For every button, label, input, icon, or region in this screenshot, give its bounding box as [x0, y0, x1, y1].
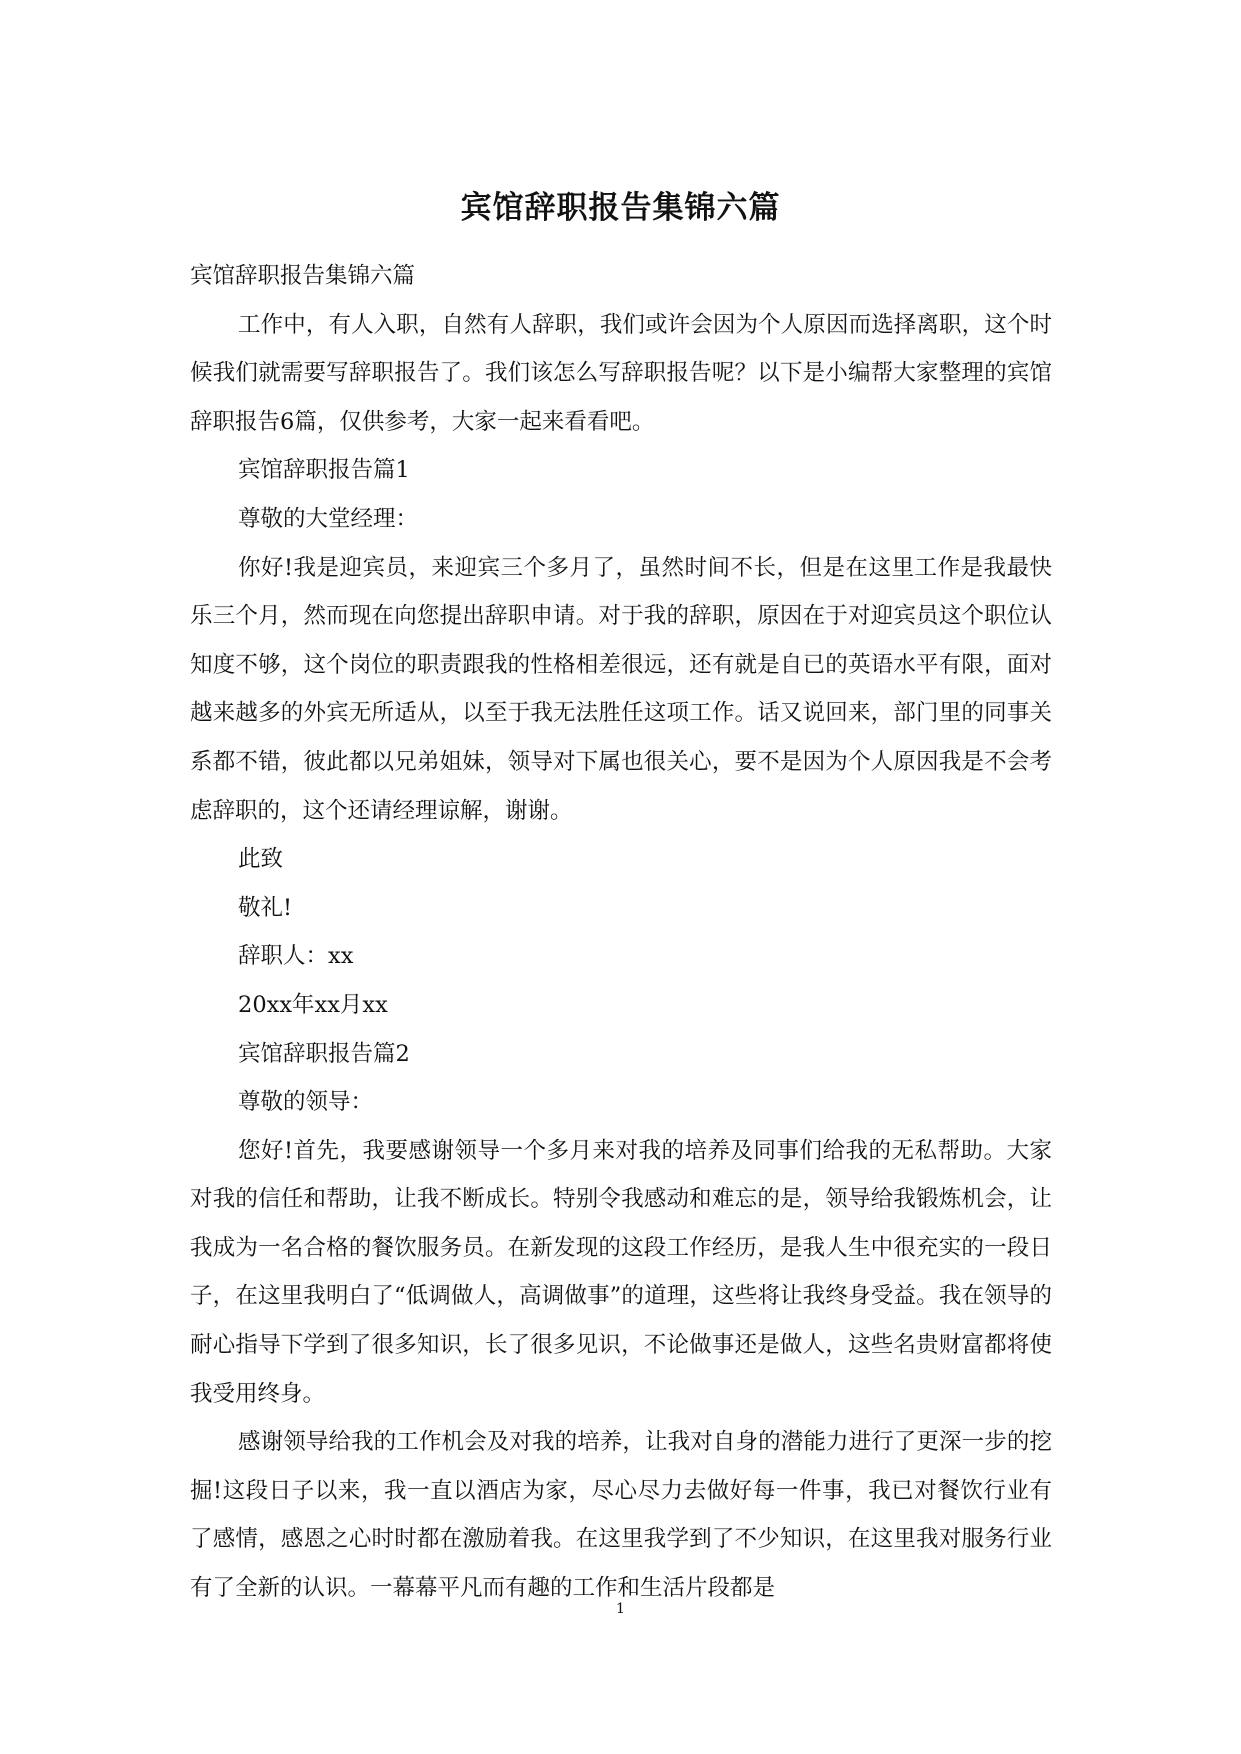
section-heading: 宾馆辞职报告篇1 — [238, 457, 410, 484]
page-number: 1 — [616, 1601, 625, 1617]
document-title: 宾馆辞职报告集锦六篇 — [460, 190, 781, 226]
salutation: 尊敬的领导： — [238, 1089, 374, 1116]
section-heading: 宾馆辞职报告篇2 — [238, 1040, 410, 1067]
document-body — [190, 252, 1052, 1613]
paragraph: 宾馆辞职报告集锦六篇 — [190, 263, 416, 289]
closing: 敬礼! — [238, 894, 293, 921]
salutation: 尊敬的大堂经理： — [238, 505, 419, 532]
signature: 辞职人：xx — [238, 943, 354, 970]
paragraph: 工作中，有人入职，自然有人辞职，我们或许会因为个人原因而选择离职，这个时候我们就需要写辞职报告了。我们该怎么写辞职报告呢？以下是小编帮大家整理的宾馆辞职报告6篇，仅供参考，大家一起来看看吧。 — [190, 311, 1052, 435]
closing: 此致 — [238, 846, 284, 873]
paragraph: 您好!首先，我要感谢领导一个多月来对我的培养及同事们给我的无私帮助。大家对我的信任和帮助，让我不断成长。特别令我感动和难忘的是，领导给我锻炼机会，让我成为一名合格的餐饮服务员。在新发现的这段工作经历，是我人生中很充实的一段日子，在这里我明白了“低调做人，高调做事”的道理，这些将让我终身受益。我在领导的耐心指导下学到了很多知识，长了很多见识，不论做事还是做人，这些名贵财富都将使我受用终身。 — [190, 1137, 1052, 1407]
date: 20xx年xx月xx — [238, 991, 388, 1018]
paragraph: 你好!我是迎宾员，来迎宾三个多月了，虽然时间不长，但是在这里工作是我最快乐三个月，然而现在向您提出辞职申请。对于我的辞职，原因在于对迎宾员这个职位认知度不够，这个岗位的职责跟我的性格相差很远，还有就是自已的英语水平有限，面对越来越多的外宾无所适从，以至于我无法胜任这项工作。话又说回来，部门里的同事关系都不错，彼此都以兄弟姐妹，领导对下属也很关心，要不是因为个人原因我是不会考虑辞职的，这个还请经理谅解，谢谢。 — [190, 554, 1052, 824]
paragraph: 感谢领导给我的工作机会及对我的培养，让我对自身的潜能力进行了更深一步的挖掘!这段日子以来，我一直以酒店为家，尽心尽力去做好每一件事，我已对餐饮行业有了感情，感恩之心时时都在激励着我。在这里我学到了不少知识，在这里我对服务行业有了全新的认识。一幕幕平凡而有趣的工作和生活片段都是 — [190, 1429, 1052, 1602]
